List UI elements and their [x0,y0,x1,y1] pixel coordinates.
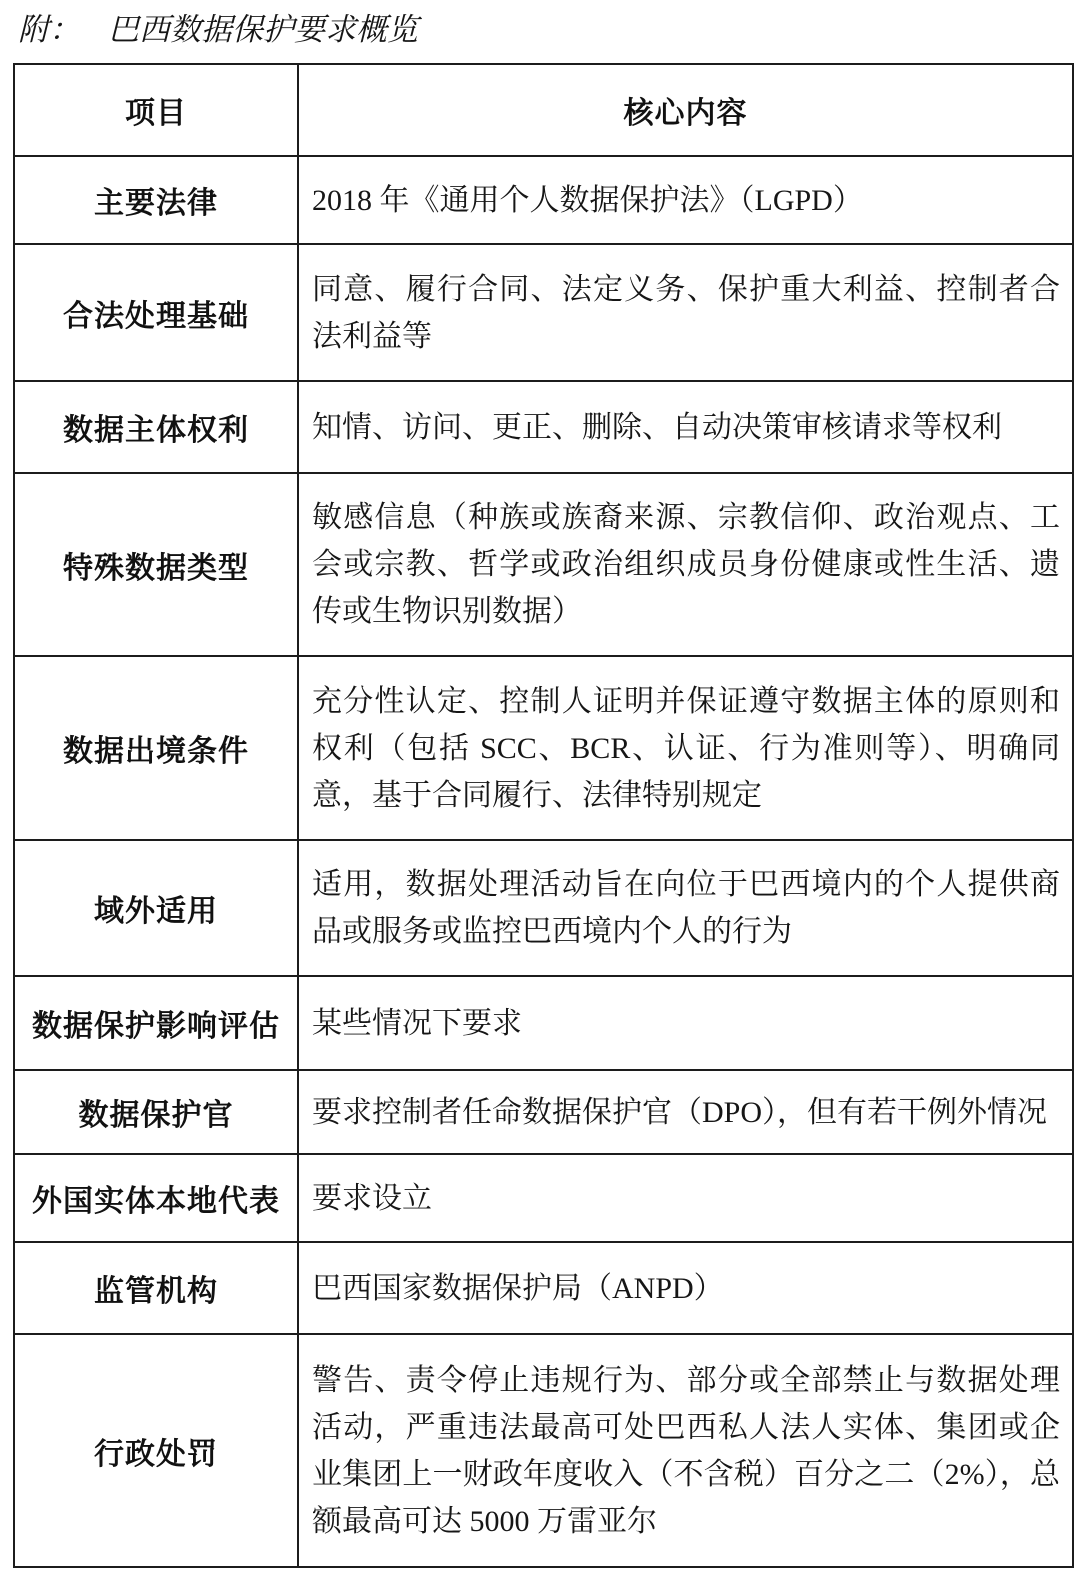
row-label: 特殊数据类型 [14,473,298,656]
table-row [14,656,1073,840]
table-row [14,1334,1073,1567]
table-row [14,156,1073,244]
row-content: 2018 年《通用个人数据保护法》（LGPD） [298,156,1073,244]
row-content: 敏感信息（种族或族裔来源、宗教信仰、政治观点、工会或宗教、哲学或政治组织成员身份健康或性生活、遗传或生物识别数据） [298,473,1073,656]
row-label: 数据主体权利 [14,381,298,473]
table-row [14,1154,1073,1242]
table-row [14,840,1073,976]
row-content: 充分性认定、控制人证明并保证遵守数据主体的原则和权利（包括 SCC、BCR、认证、行为准则等）、明确同意，基于合同履行、法律特别规定 [298,656,1073,840]
row-content: 巴西国家数据保护局（ANPD） [298,1242,1073,1334]
row-label: 外国实体本地代表 [14,1154,298,1242]
table-row [14,381,1073,473]
row-content: 警告、责令停止违规行为、部分或全部禁止与数据处理活动，严重违法最高可处巴西私人法人实体、集团或企业集团上一财政年度收入（不含税）百分之二（2%），总额最高可达 5000 万雷亚尔 [298,1334,1073,1567]
table-row [14,473,1073,656]
column-header-content: 核心内容 [298,64,1073,156]
row-label: 数据保护官 [14,1070,298,1154]
row-content: 要求设立 [298,1154,1073,1242]
row-label: 数据出境条件 [14,656,298,840]
row-content: 知情、访问、更正、删除、自动决策审核请求等权利 [298,381,1073,473]
brazil-data-protection-table [13,63,1074,1568]
page-title [18,8,418,52]
page-title-prefix: 附： [18,12,80,47]
row-label: 域外适用 [14,840,298,976]
row-label: 监管机构 [14,1242,298,1334]
table-row [14,1070,1073,1154]
row-content: 同意、履行合同、法定义务、保护重大利益、控制者合法利益等 [298,244,1073,381]
table-header-row [14,64,1073,156]
row-content: 某些情况下要求 [298,976,1073,1070]
row-content: 要求控制者任命数据保护官（DPO），但有若干例外情况 [298,1070,1073,1154]
table-row [14,976,1073,1070]
table-row [14,1242,1073,1334]
row-label: 主要法律 [14,156,298,244]
row-label: 合法处理基础 [14,244,298,381]
row-label: 行政处罚 [14,1334,298,1567]
row-content: 适用，数据处理活动旨在向位于巴西境内的个人提供商品或服务或监控巴西境内个人的行为 [298,840,1073,976]
page-title-text: 巴西数据保护要求概览 [108,12,418,47]
row-label: 数据保护影响评估 [14,976,298,1070]
table-row [14,244,1073,381]
column-header-item: 项目 [14,64,298,156]
